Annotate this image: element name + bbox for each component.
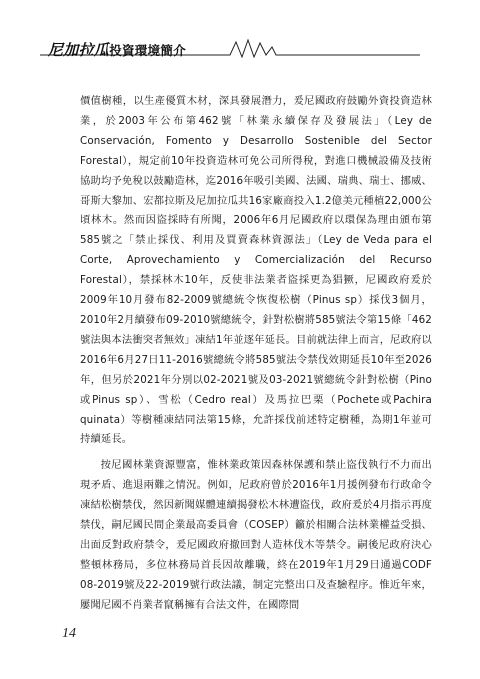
- running-header: [0, 36, 480, 58]
- paragraph-1: 價值樹種，以生產優質木材，深具發展潛力，爰尼國政府鼓勵外資投資造林業，於2003年公布第462號「林業永續保存及發展法」（Ley de Conservación, Fomento y Desarrollo Sostenible del Sector Forestal），規定前10年投資造林可免公司所得稅，對進口機械設備及技術協助均予免稅以鼓勵造林，迄2016年吸引美國、法國、瑞典、瑞士、挪威、哥斯大黎加、宏都拉斯及尼加拉瓜共16家廠商投入1.2億美元種植22,000公頃林木。然而因盜採時有所聞，2006年6月尼國政府以環保為理由頒布第585號之「禁止採伐、利用及買賣森林資源法」（Ley de Veda para el Corte, Aprovechamiento y Comercialización del Recurso Forestal），禁採林木10年，反使非法業者盜採更為猖獗，尼國政府爰於2009年10月發布82-2009號總統令恢復松樹（Pinus sp）採伐3個月，2010年2月續發布09-2010號總統令，針對松樹將585號法令第15條「462號法與本法衝突者無效」凍結1年並逐年延長。目前就法律上而言，尼政府以2016年6月27日11-2016號總統令將585號法令禁伐效期延長10年至2026年，但另於2021年分別以02-2021號及03-2021號總統令針對松樹（Pino或Pinus sp）、雪松（Cedro real）及馬拉巴栗（Pochete或Pachira quinata）等樹種凍結同法第15條，允許採伐前述特定樹種，為期1年並可持續延長。: [80, 95, 432, 446]
- body-text: [80, 92, 432, 622]
- header-title: [48, 39, 186, 60]
- paragraph-2: 按尼國林業資源豐富，惟林業政策因森林保護和禁止盜伐執行不力而出現矛盾、進退兩難之情況。例如，尼政府曾於2016年1月援例發布行政命令凍結松樹禁伐，然因新聞媒體連續揭發松木林遭盜伐，政府爰於4月指示再度禁伐，嗣尼國民間企業最高委員會（COSEP）籲於相關合法林業權益受損、出面反對政府禁令，爰尼國政府撤回對人造林伐木等禁令。嗣後尼政府決心整頓林務局，多位林務局首長因故離職，終在2019年1月29日通過CODF 08-2019號及22-2019號行政法議，制定完整出口及查驗程序。惟近年來，屢聞尼國不肖業者竄稱擁有合法文件，在國際間: [80, 459, 432, 611]
- header-title-sub: 投資環境簡介: [109, 43, 187, 58]
- page-number: 14: [62, 626, 76, 641]
- header-title-main: 尼加拉瓜: [48, 41, 110, 59]
